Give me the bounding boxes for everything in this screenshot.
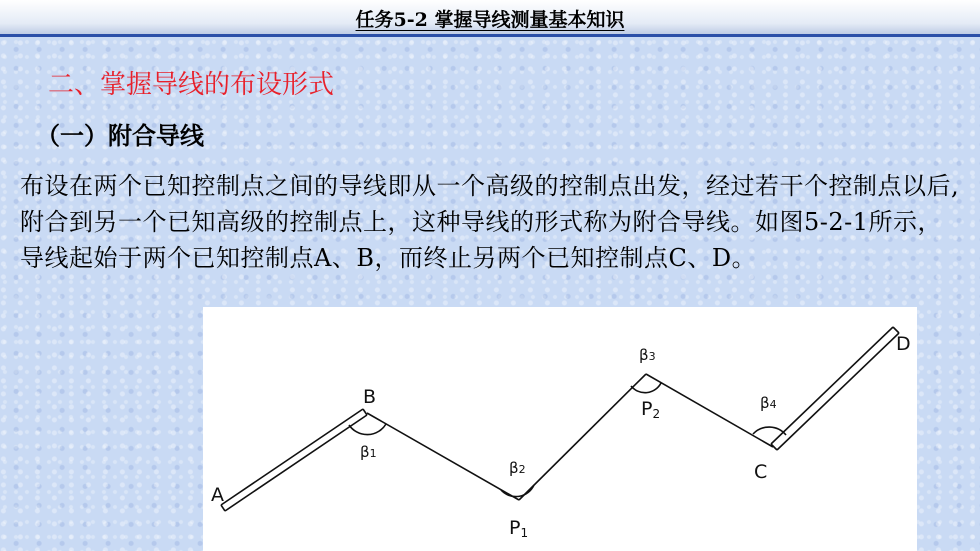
traverse-diagram xyxy=(203,307,917,551)
angle-arc-beta2 xyxy=(501,485,534,497)
section-heading: 二、掌握导线的布设形式 xyxy=(48,70,335,100)
known-line-cd xyxy=(771,327,899,450)
angle-label-beta2: β2 xyxy=(509,459,526,477)
point-label-b: B xyxy=(363,386,377,408)
traverse-legs xyxy=(367,374,773,500)
header-bar xyxy=(0,0,980,36)
leg-p2-c xyxy=(646,374,773,447)
angle-label-beta3: β3 xyxy=(639,346,656,364)
point-label-p1: P1 xyxy=(509,517,529,540)
traverse-diagram-svg xyxy=(203,307,917,551)
leg-b-p1 xyxy=(367,413,519,500)
sub-heading: （一）附合导线 xyxy=(36,121,204,150)
angle-label-beta1: β1 xyxy=(360,443,377,461)
leg-p1-p2 xyxy=(519,374,646,500)
angle-arc-beta1 xyxy=(349,424,386,435)
point-label-c: C xyxy=(754,461,768,483)
header-divider xyxy=(0,34,980,37)
angle-label-beta4: β4 xyxy=(760,394,777,412)
slide-header-title: 任务5-2 掌握导线测量基本知识 xyxy=(355,9,625,31)
point-label-d: D xyxy=(896,333,911,355)
point-label-p2: P2 xyxy=(641,398,661,421)
point-label-a: A xyxy=(211,484,224,506)
known-line-ab xyxy=(221,409,367,511)
body-paragraph: 布设在两个已知控制点之间的导线即从一个高级的控制点出发，经过若干个控制点以后,附合到另一个已知高级的控制点上，这种导线的形式称为附合导线。如图5-2-1所示，导线起始于两个已知控制点A、B，而终止另两个已知控制点C、D。 xyxy=(20,172,960,272)
